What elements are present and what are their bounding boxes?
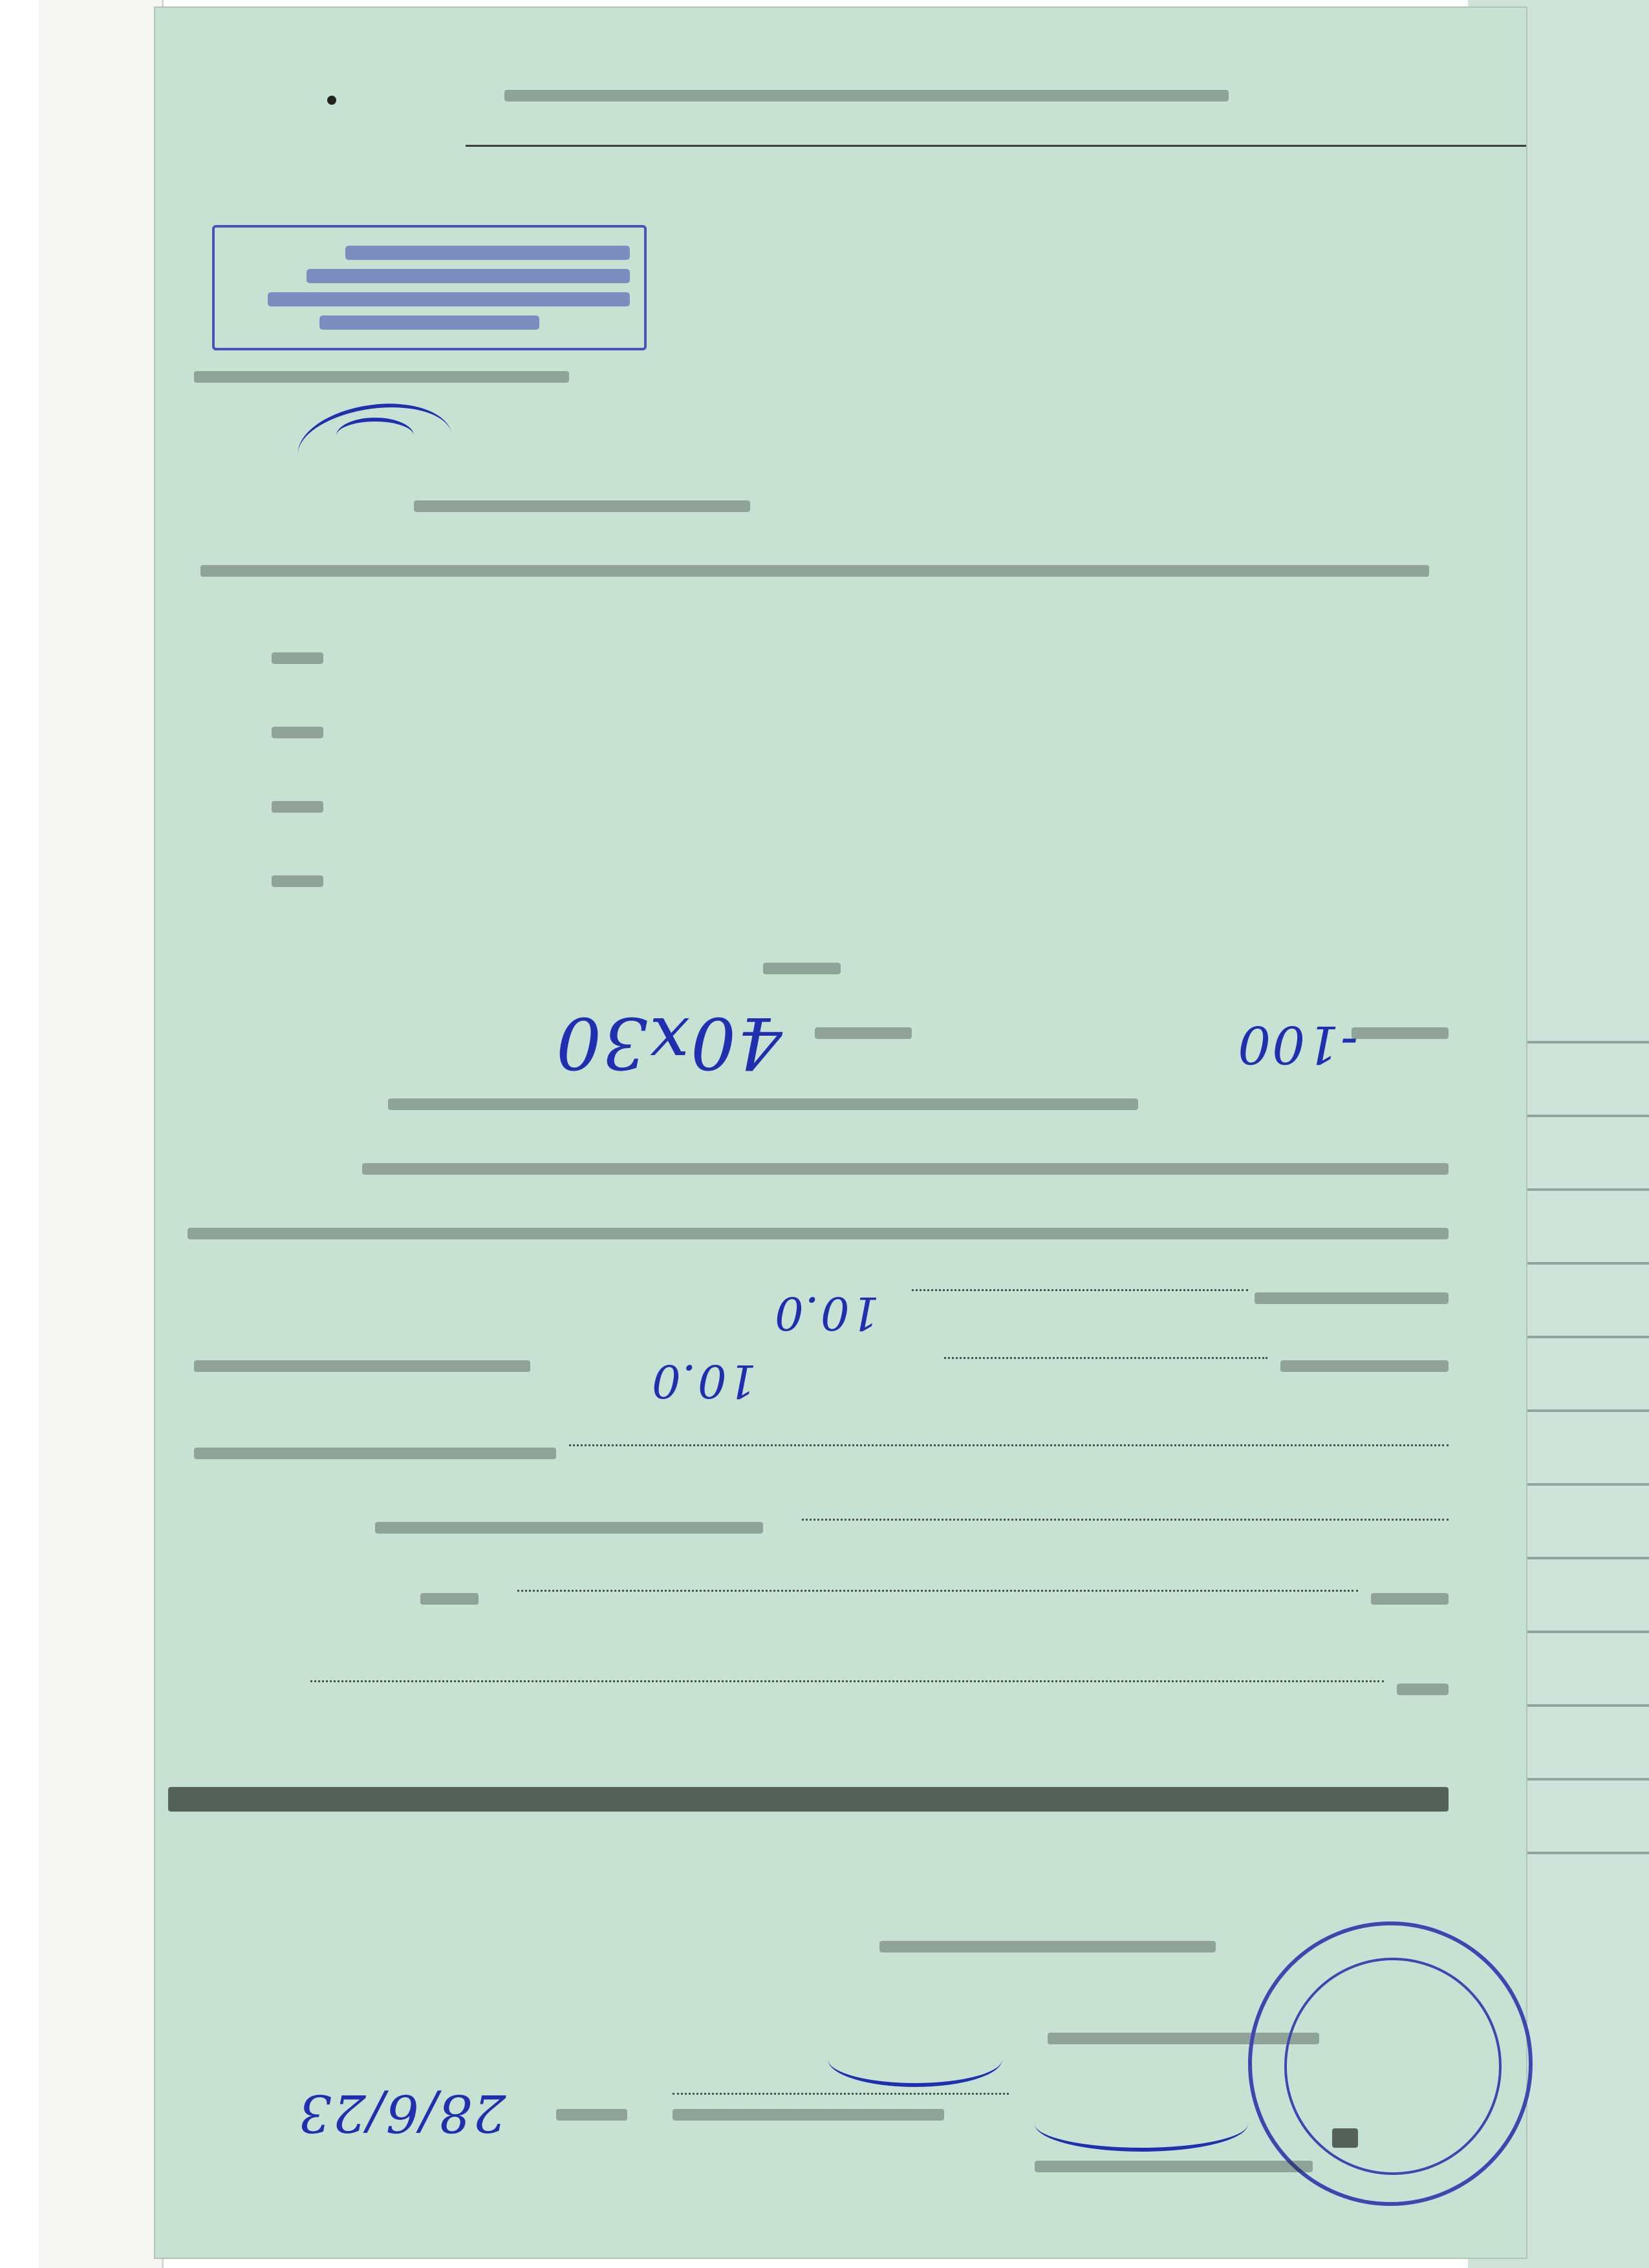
boundary-south-label xyxy=(272,652,323,664)
survey-text-right xyxy=(194,1360,530,1372)
declaration-line-1 xyxy=(188,1228,1449,1239)
applicant-name-line xyxy=(310,1680,1384,1682)
signature-label-1 xyxy=(673,2109,944,2121)
area-value-2: 10.0 xyxy=(773,1287,879,1340)
underlying-ruled-lines xyxy=(1507,970,1649,1907)
area-line xyxy=(912,1289,1248,1291)
district-label xyxy=(375,1522,763,1534)
area-value-1: 10.0 xyxy=(651,1354,757,1407)
village-label xyxy=(1371,1593,1449,1605)
extent-value: 40x30 xyxy=(555,1001,782,1084)
legal-reference-text xyxy=(200,565,1429,577)
date-value: 28/6/23 xyxy=(297,2083,506,2143)
area-label xyxy=(1255,1292,1449,1304)
form-upright-content xyxy=(155,8,1526,2258)
officer-designation xyxy=(194,371,569,383)
office-stamp xyxy=(212,225,647,350)
form-title xyxy=(168,1787,1449,1812)
survey-number-line xyxy=(944,1357,1267,1359)
taluk-office-label xyxy=(194,1448,556,1459)
boundary-east-label xyxy=(272,875,323,887)
village-line xyxy=(517,1590,1358,1592)
date-label xyxy=(556,2109,627,2121)
underlying-page-left xyxy=(39,0,164,2268)
taluk-label xyxy=(420,1593,479,1605)
amount-value: -100 xyxy=(1236,1014,1358,1075)
signature-label-2 xyxy=(1035,2161,1313,2172)
boundary-north-label xyxy=(272,727,323,738)
boundaries-heading xyxy=(763,963,841,974)
survey-number-label xyxy=(1280,1360,1449,1372)
amount-label xyxy=(1352,1027,1449,1039)
boundary-west-label xyxy=(272,801,323,813)
print-dot xyxy=(327,96,336,105)
footer-rule xyxy=(466,145,1526,147)
applicant-signature-1 xyxy=(828,2031,1002,2087)
office-use-heading xyxy=(879,1941,1216,1952)
taluk-office-line xyxy=(569,1444,1449,1446)
printer-imprint xyxy=(504,90,1229,102)
applicant-name-label xyxy=(1397,1684,1449,1695)
district-line xyxy=(802,1519,1449,1521)
officer-signature-flourish xyxy=(336,418,414,454)
certification-text xyxy=(414,500,750,512)
signature-line xyxy=(673,2093,1009,2095)
document-sheet xyxy=(155,8,1526,2258)
extent-label xyxy=(815,1027,912,1039)
applicant-signature-2 xyxy=(1035,2096,1248,2152)
declaration-line-2 xyxy=(362,1163,1449,1175)
declaration-line-3 xyxy=(388,1098,1138,1110)
